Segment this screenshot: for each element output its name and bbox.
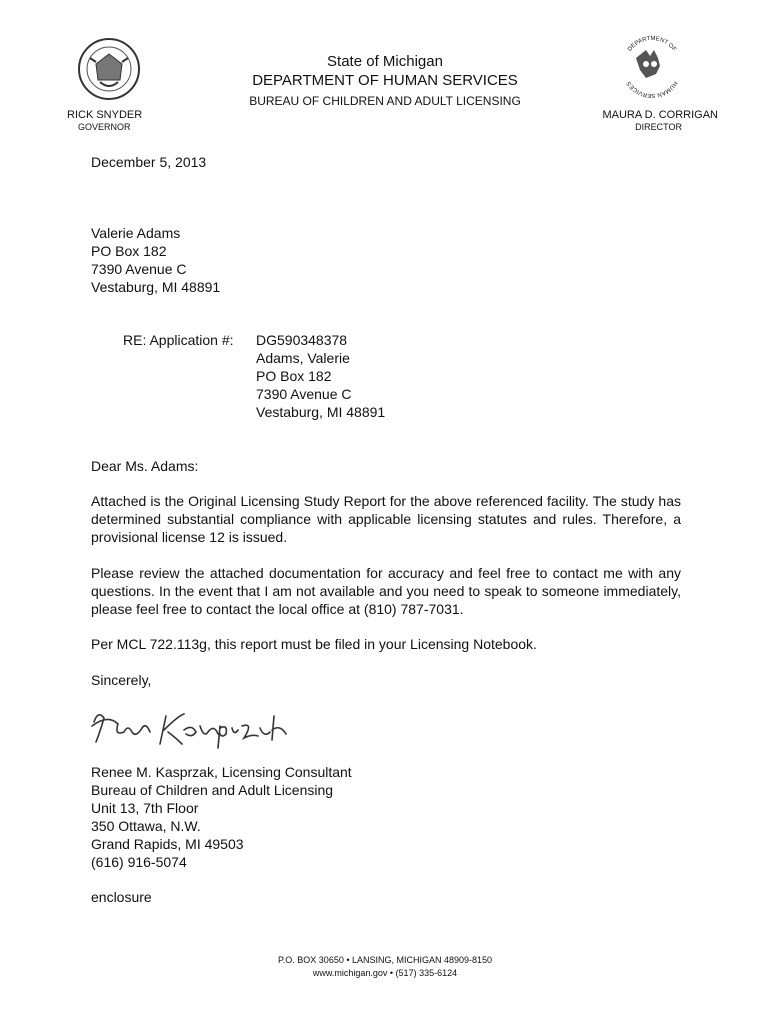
director-name: MAURA D. CORRIGAN: [602, 109, 718, 121]
application-number: DG590348378: [256, 332, 348, 348]
sender-line: 350 Ottawa, N.W.: [91, 818, 201, 834]
re-line: Vestaburg, MI 48891: [256, 404, 386, 420]
sender-line: Renee M. Kasprzak, Licensing Consultant: [91, 764, 352, 780]
footer-contact: www.michigan.gov • (517) 335-6124: [312, 968, 458, 978]
letter-date: December 5, 2013: [91, 154, 207, 170]
recipient-line: PO Box 182: [91, 243, 167, 259]
recipient-address: [91, 224, 220, 296]
sender-line: Grand Rapids, MI 49503: [91, 836, 244, 852]
svg-text:HUMAN SERVICES: HUMAN SERVICES: [626, 79, 678, 99]
sender-line: (616) 916-5074: [91, 854, 187, 870]
bureau-name: BUREAU OF CHILDREN AND ADULT LICENSING: [249, 94, 521, 108]
paragraph-2: Please review the attached documentation for accuracy and feel free to contact me with any questions. In the event that I am not available and you need to speak to someone immediately, please feel free to contact the local office at (810) 787-7031.: [91, 565, 681, 617]
handwritten-signature: [88, 704, 298, 750]
recipient-line: Vestaburg, MI 48891: [91, 279, 221, 295]
sender-line: Bureau of Children and Adult Licensing: [91, 782, 334, 798]
state-name: State of Michigan: [327, 53, 443, 70]
svg-text:DEPARTMENT OF: DEPARTMENT OF: [627, 35, 677, 53]
paragraph-3: Per MCL 722.113g, this report must be filed in your Licensing Notebook.: [91, 636, 537, 652]
governor-name: RICK SNYDER: [67, 109, 143, 121]
re-line: 7390 Avenue C: [256, 386, 352, 402]
re-line: Adams, Valerie: [256, 350, 350, 366]
sender-line: Unit 13, 7th Floor: [91, 800, 199, 816]
re-label: RE: Application #:: [123, 332, 234, 348]
dhs-logo-icon: [616, 30, 688, 102]
governor-title: GOVERNOR: [78, 122, 131, 132]
department-name: DEPARTMENT OF HUMAN SERVICES: [252, 72, 518, 89]
re-details: [256, 331, 385, 421]
re-line: PO Box 182: [256, 368, 332, 384]
recipient-line: Valerie Adams: [91, 225, 181, 241]
closing: Sincerely,: [91, 672, 152, 688]
recipient-line: 7390 Avenue C: [91, 261, 187, 277]
salutation: Dear Ms. Adams:: [91, 458, 199, 474]
footer-address: P.O. BOX 30650 • LANSING, MICHIGAN 48909-8150: [277, 955, 493, 965]
director-title: DIRECTOR: [635, 122, 682, 132]
paragraph-1: Attached is the Original Licensing Study Report for the above referenced facility. The study has determined substantial compliance with applicable licensing statutes and rules. Therefore, a provisional license 12 is issued.: [91, 493, 681, 545]
sender-block: [91, 763, 352, 871]
enclosure-note: enclosure: [91, 889, 152, 905]
